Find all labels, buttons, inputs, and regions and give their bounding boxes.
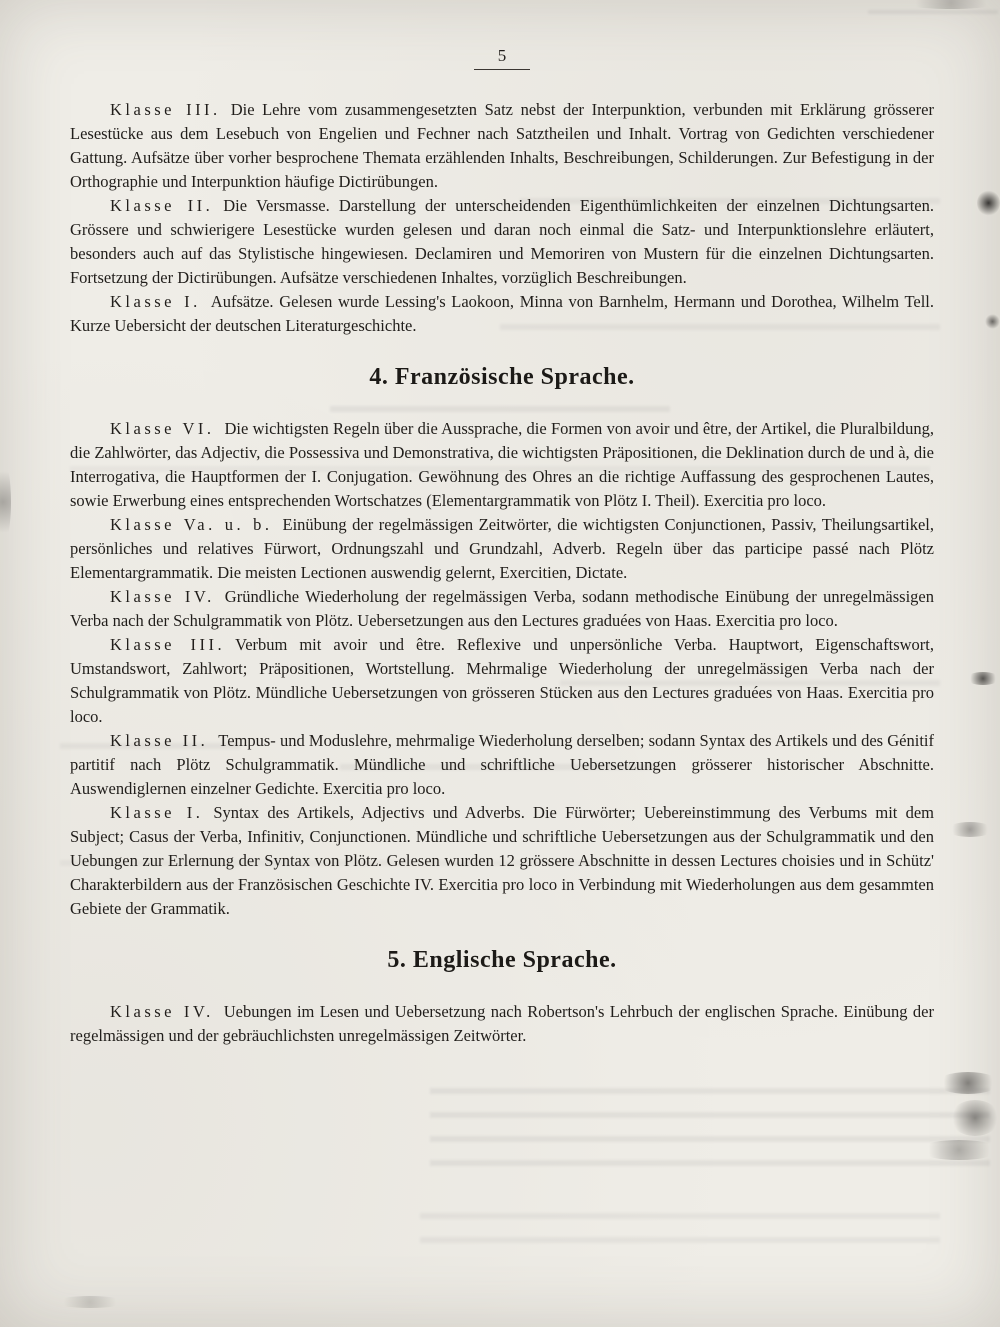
paragraph-french-klasse-va-b bbox=[70, 513, 934, 585]
page-content bbox=[70, 46, 934, 1048]
class-label: Klasse III. bbox=[110, 635, 226, 654]
class-label: Klasse I. bbox=[110, 292, 201, 311]
paragraph-french-klasse-iii bbox=[70, 633, 934, 729]
class-label: Klasse IV. bbox=[110, 587, 215, 606]
section-german bbox=[70, 98, 934, 338]
page-number: 5 bbox=[474, 46, 531, 70]
page-header bbox=[70, 46, 934, 70]
paragraph-text: Die Lehre vom zusammengesetzten Satz nebst der Interpunktion, verbunden mit Erklärung grösserer Lesestücke aus dem Lesebuch von Engelien und Fechner nach Satztheilen und Inhalt. Vortrag von Gedichten verschiedener Gattung. Aufsätze über vorher besprochene Themata erzählenden Inhalts, Beschreibungen, Schilderungen. Zur Befestigung in der Orthographie und Interpunktion häufige Dictirübungen. bbox=[70, 100, 934, 191]
class-label: Klasse II. bbox=[110, 731, 209, 750]
paragraph-text: Gründliche Wiederholung der regelmässigen Verba, sodann methodische Einübung der unregelmässigen Verba nach der Schulgrammatik von Plötz. Uebersetzungen aus den Lectures graduées von Haas. Exercitia pro loco. bbox=[70, 587, 934, 630]
bleedthrough-patch bbox=[430, 1080, 990, 1170]
section-french bbox=[70, 417, 934, 921]
scan-smudge bbox=[977, 190, 1000, 216]
paragraph-german-klasse-i bbox=[70, 290, 934, 338]
bleedthrough-patch bbox=[420, 1205, 940, 1247]
class-label: Klasse III. bbox=[110, 100, 221, 119]
scan-smudge bbox=[946, 822, 994, 837]
paragraph-french-klasse-iv bbox=[70, 585, 934, 633]
class-label: Klasse VI. bbox=[110, 419, 215, 438]
paragraph-french-klasse-ii bbox=[70, 729, 934, 801]
scan-smudge bbox=[54, 1296, 126, 1308]
paragraph-text: Die wichtigsten Regeln über die Aussprache, die Formen von avoir und être, der Artikel, die Pluralbildung, die Zahlwörter, das Adjectiv, die Possessiva und Demonstrativa, die wichtigsten Präpositionen, die Deklination durch de und à, die Interrogativa, die Hauptformen der I. Conjugation. Gewöhnung des Ohres an die richtige Auffassung des gesprochenen Lautes, sowie Erwerbung eines entsprechenden Wortschatzes (Elementargrammatik von Plötz I. Theil). Exercitia pro loco. bbox=[70, 419, 934, 510]
paragraph-text: Aufsätze. Gelesen wurde Lessing's Laokoon, Minna von Barnhelm, Hermann und Dorothea, Wilhelm Tell. Kurze Uebersicht der deutschen Literaturgeschichte. bbox=[70, 292, 935, 335]
scan-smudge bbox=[985, 314, 1000, 329]
scan-smudge bbox=[966, 672, 1000, 685]
section-heading-french: 4. Französische Sprache. bbox=[369, 364, 635, 390]
class-label: Klasse I. bbox=[110, 803, 204, 822]
scan-smudge bbox=[0, 460, 11, 544]
paragraph-text: Die Versmasse. Darstellung der unterscheidenden Eigenthümlichkeiten der einzelnen Dichtungsarten. Grössere und schwierigere Lesestücke wurden gelesen und daran noch einmal die Satz- und Interpunktionslehre erläutert, besonders auch auf das Stylistische hingewiesen. Declamiren und Memoriren von Mustern für die einzelnen Dichtungsarten. Fortsetzung der Dictirübungen. Aufsätze verschiedenen Inhaltes, vorzüglich Beschreibungen. bbox=[70, 196, 934, 287]
scan-smudge bbox=[936, 1072, 1000, 1094]
section-heading-english: 5. Englische Sprache. bbox=[387, 947, 617, 973]
scan-smudge bbox=[950, 1100, 1000, 1136]
class-label: Klasse Va. u. b. bbox=[110, 515, 273, 534]
scan-smudge bbox=[918, 1140, 1000, 1160]
paragraph-text: Einübung der regelmässigen Zeitwörter, die wichtigsten Conjunctionen, Passiv, Theilungsartikel, persönliches und relatives Fürwort, Ordnungszahl und Grundzahl, Adverb. Regeln über das participe passé nach Plötz Elementargrammatik. Die meisten Lectionen auswendig gelernt, Exercitien, Dictate. bbox=[70, 515, 934, 582]
class-label: Klasse II. bbox=[110, 196, 214, 215]
paragraph-text: Verbum mit avoir und être. Reflexive und unpersönliche Verba. Hauptwort, Eigenschaftswort, Umstandswort, Zahlwort; Präpositionen, Wortstellung. Mehrmalige Wiederholung der unregelmässigen Verba nach der Schulgrammatik von Plötz. Mündliche Uebersetzungen von grösseren Stücken aus den Lectures graduées von Haas. Exercitia pro loco. bbox=[70, 635, 934, 726]
class-label: Klasse IV. bbox=[110, 1002, 214, 1021]
scan-smudge bbox=[902, 0, 1000, 9]
paragraph-english-klasse-iv bbox=[70, 1000, 934, 1048]
bleedthrough-patch bbox=[868, 2, 998, 14]
paragraph-german-klasse-ii bbox=[70, 194, 934, 290]
paragraph-text: Tempus- und Moduslehre, mehrmalige Wiederholung derselben; sodann Syntax des Artikels und des Génitif partitif nach Plötz Schulgrammatik. Mündliche und schriftliche Uebersetzungen grösserer historischer Abschnitte. Auswendiglernen einzelner Gedichte. Exercitia pro loco. bbox=[70, 731, 935, 798]
paragraph-text: Uebungen im Lesen und Uebersetzung nach Robertson's Lehrbuch der englischen Sprache. Einübung der regelmässigen und der gebräuchlichsten unregelmässigen Zeitwörter. bbox=[70, 1002, 934, 1045]
section-english bbox=[70, 1000, 934, 1048]
paragraph-german-klasse-iii bbox=[70, 98, 934, 194]
paragraph-french-klasse-vi bbox=[70, 417, 934, 513]
paragraph-text: Syntax des Artikels, Adjectivs und Adverbs. Die Fürwörter; Uebereinstimmung des Verbums mit dem Subject; Casus der Verba, Infinitiv, Conjunctionen. Mündliche und schriftliche Uebersetzungen aus der Schulgrammatik und den Uebungen zur Erlernung der Syntax von Plötz. Gelesen wurden 12 grössere Abschnitte in dessen Lectures choisies und in Schütz' Charakterbildern aus der Französischen Geschichte IV. Exercitia pro loco in Verbindung mit Wiederholungen aus dem gesammten Gebiete der Grammatik. bbox=[70, 803, 935, 918]
paragraph-french-klasse-i bbox=[70, 801, 934, 921]
